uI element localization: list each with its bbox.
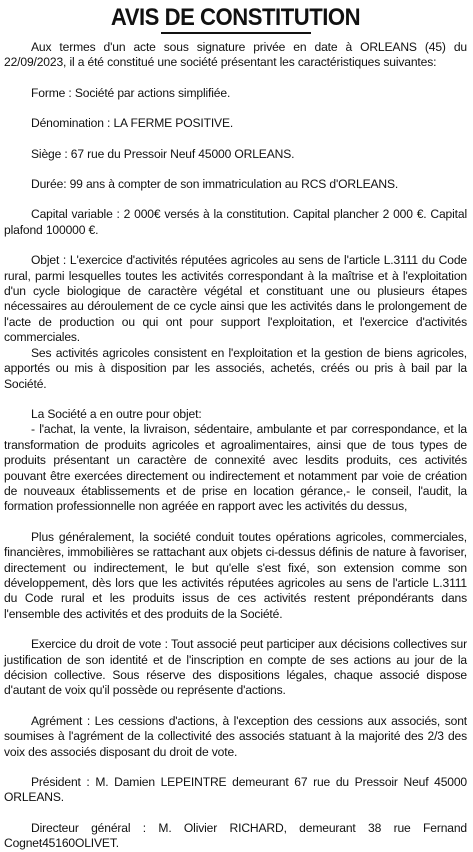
activites-agricoles-paragraph: Ses activités agricoles consistent en l'exploitation et la gestion de biens agricoles, apportés ou mis à disposition par les associés, achetés, créés ou pris à bail par la Société. (4, 345, 467, 391)
droit-de-vote-paragraph: Exercice du droit de vote : Tout associé peut participer aux décisions collectives sur justification de son identité et de l'inscription en compte de ses actions au jour de la décision collective. Sous réserve des dispositions légales, chaque associé dispose d'autant de voix qu'il possède ou représente d'actions. (4, 637, 467, 698)
directeur-general-paragraph: Directeur général : M. Olivier RICHARD, demeurant 38 rue Fernand Cognet45160OLIVET. (4, 820, 467, 851)
forme-paragraph: Forme : Société par actions simplifiée. (31, 85, 231, 100)
president-paragraph: Président : M. Damien LEPEINTRE demeurant 67 rue du Pressoir Neuf 45000 ORLEANS. (4, 775, 467, 805)
objet-complementaire-heading: La Société a en outre pour objet: (31, 406, 202, 421)
plus-generalement-paragraph: Plus généralement, la société conduit toutes opérations agricoles, commerciales, financières, immobilières se rattachant aux objets ci-dessus définis de nature à favoriser, directement ou indirectement, le but qu'elle s'est fixé, son extension comme son développement, dès lors que les activités réputées agricoles au sens de l'article L.3111 du Code rural et les produits issus de ces activités restent prépondérants dans l'ensemble des activités et des produits de la Société. (4, 529, 467, 621)
agrement-paragraph: Agrément : Les cessions d'actions, à l'exception des cessions aux associés, sont soumises à l'agrément de la collectivité des associés statuant à la majorité des 2/3 des voix des associés disposant du droit de vote. (4, 713, 467, 759)
denomination-paragraph: Dénomination : LA FERME POSITIVE. (31, 116, 234, 131)
siege-paragraph: Siège : 67 rue du Pressoir Neuf 45000 ORLEANS. (31, 146, 295, 161)
title-underline (161, 32, 311, 34)
duree-paragraph: Durée: 99 ans à compter de son immatriculation au RCS d'ORLEANS. (31, 177, 399, 192)
notice-body (4, 40, 467, 852)
intro-paragraph: Aux termes d'un acte sous signature privée en date à ORLEANS (45) du 22/09/2023, il a été constitué une société présentant les caractéristiques suivantes: (4, 40, 467, 70)
capital-paragraph: Capital variable : 2 000€ versés à la constitution. Capital plancher 2 000 €. Capital plafond 100000 €. (4, 207, 467, 237)
objet-paragraph: Objet : L'exercice d'activités réputées agricoles au sens de l'article L.3111 du Code rural, parmi lesquelles toutes les activités correspondant à la maîtrise et à l'exploitation d'un cycle biologique de caractère végétal et constituant une ou plusieurs étapes nécessaires au déroulement de ce cycle ainsi que les activités dans le prolongement de l'acte de production ou qui ont pour support l'exploitation, et l'exercice d'activités commerciales. (4, 253, 467, 345)
objet-complementaire-list: - l'achat, la vente, la livraison, sédentaire, ambulante et par correspondance, et la transformation de produits agricoles et agroalimentaires, ainsi que de tous types de produits présentant un caractère de connexité avec lesdits produits, ces activités pouvant être exercées directement ou indirectement et notamment par voie de création de nouveaux établissements et de prise en location gérance,- le conseil, l'audit, la formation professionnelle non agréée en rapport avec les activités du dessus, (4, 422, 467, 514)
notice-title: AVIS DE CONSTITUTION (110, 4, 361, 31)
